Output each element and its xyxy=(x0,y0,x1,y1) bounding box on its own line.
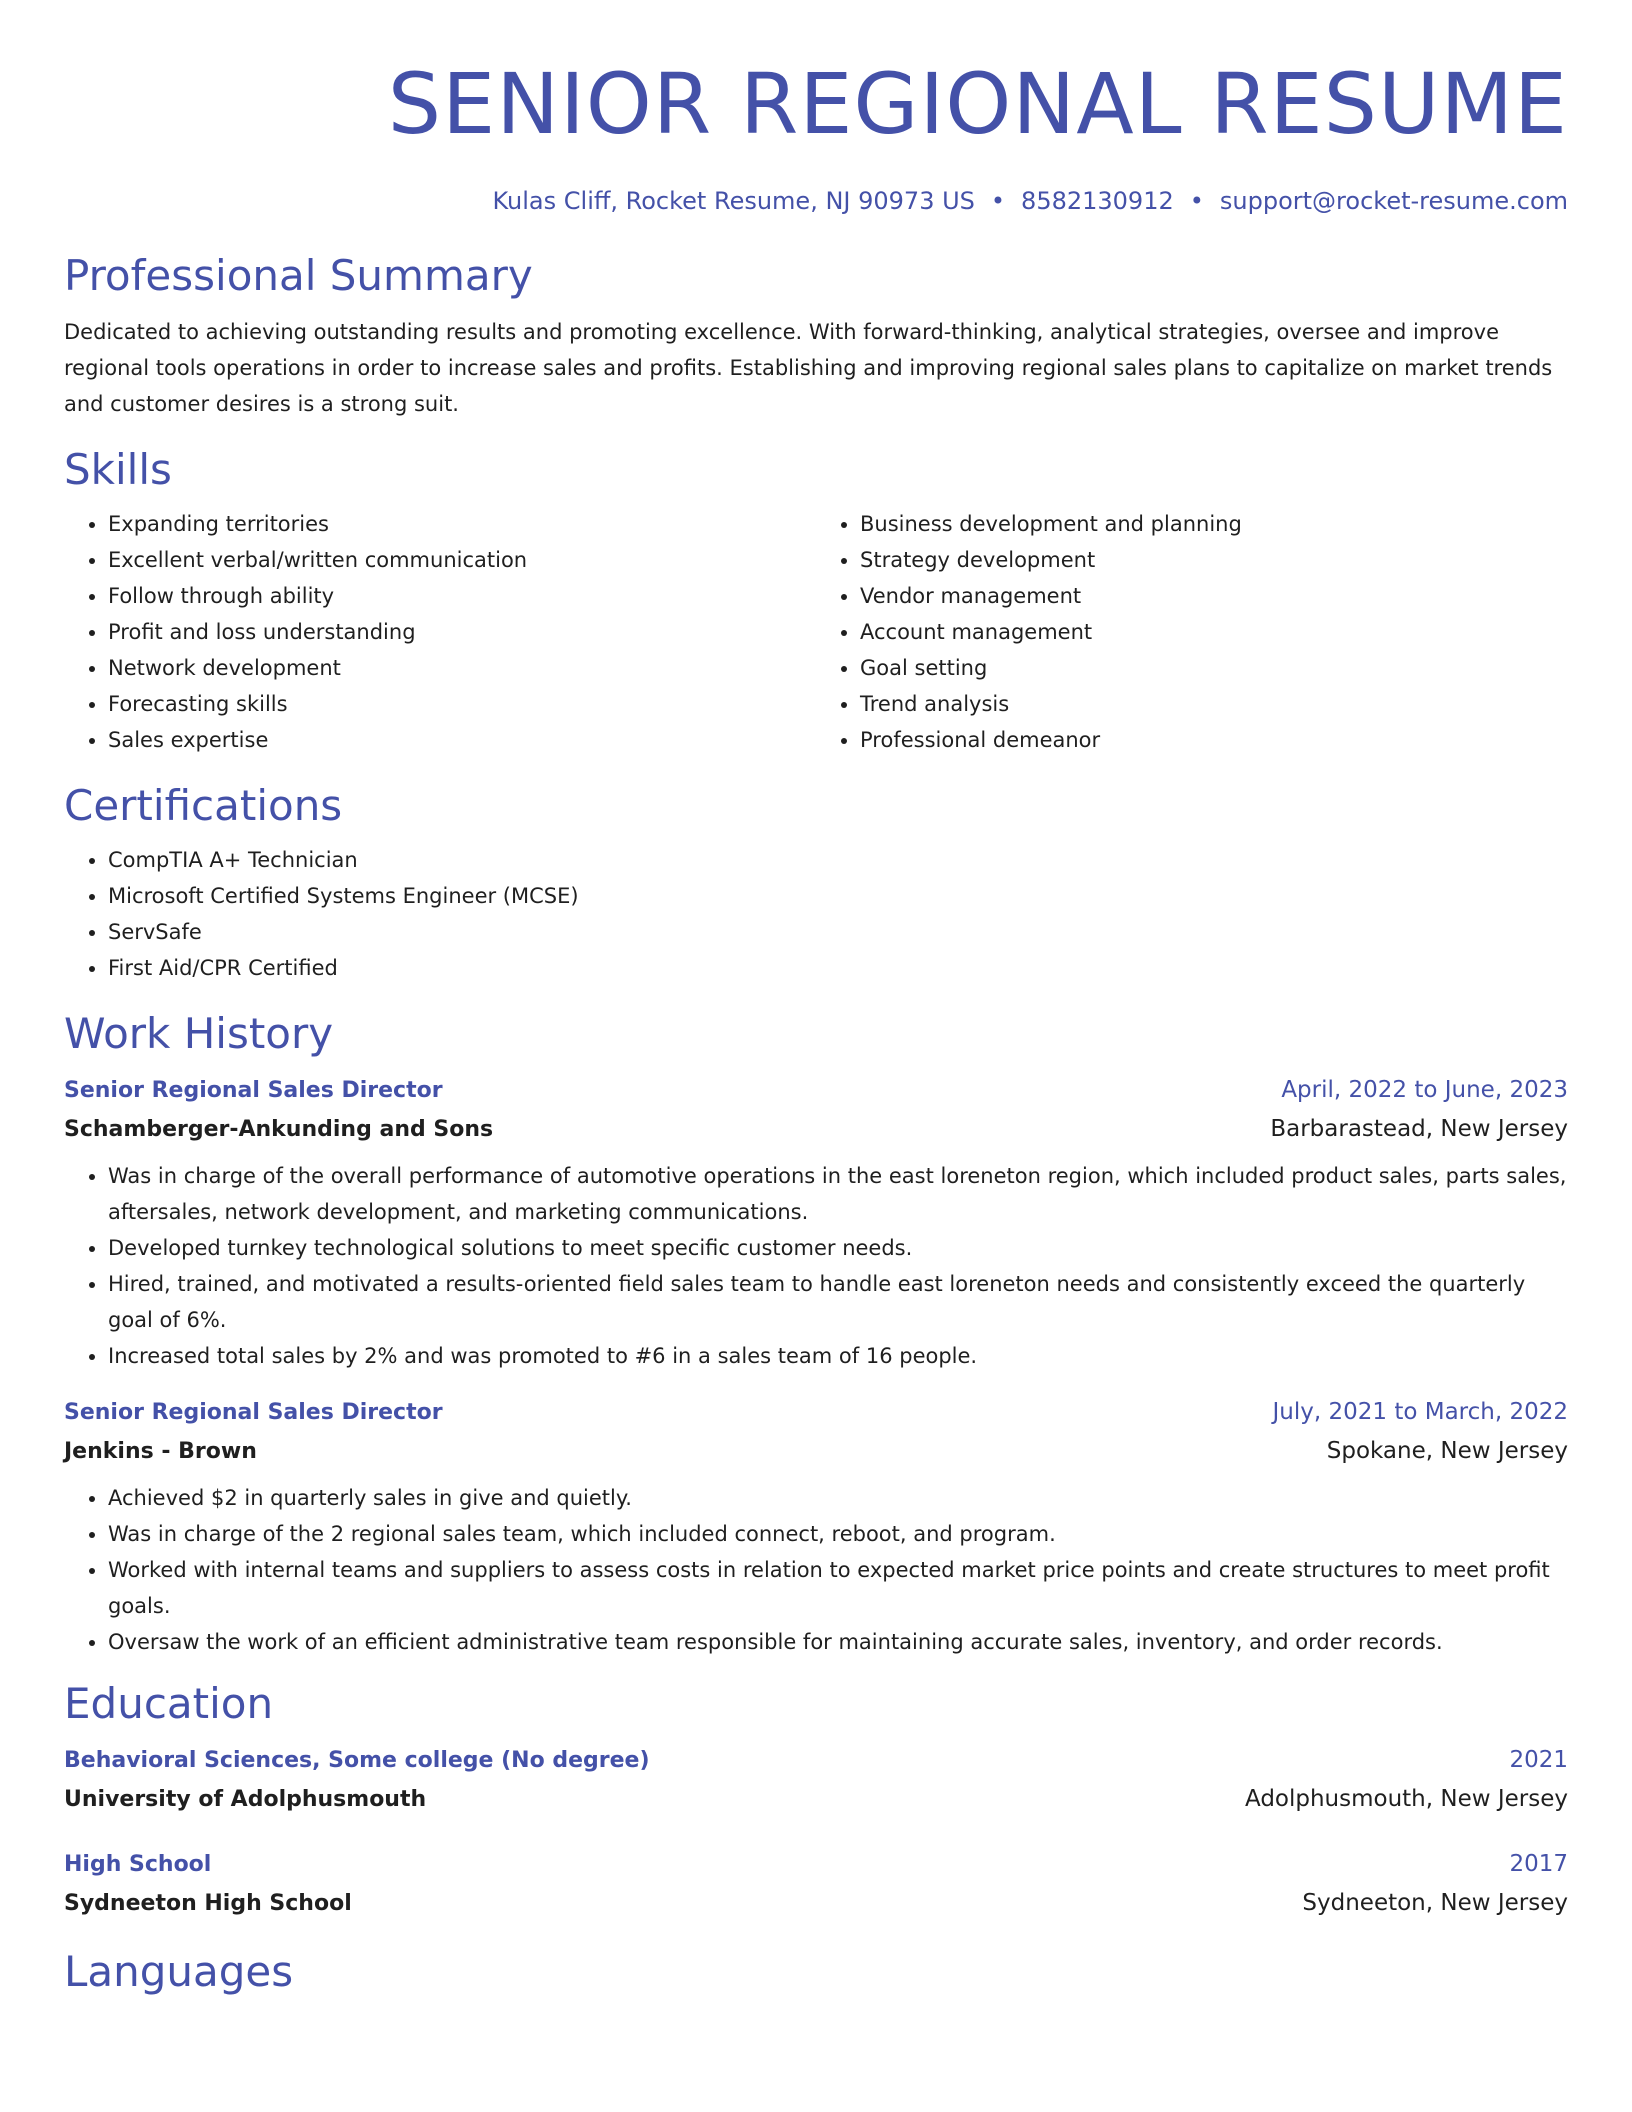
certification-item: • ServSafe xyxy=(108,914,1568,950)
education-entry xyxy=(64,1742,1568,1820)
contact-email: support@rocket-resume.com xyxy=(1219,187,1568,215)
skills-heading: Skills xyxy=(64,445,172,494)
skill-item: • Excellent verbal/written communication xyxy=(108,542,816,578)
contact-phone: 8582130912 xyxy=(1021,187,1174,215)
work-history-section xyxy=(64,1008,1568,1660)
skill-item: • Goal setting xyxy=(860,650,1568,686)
job-bullets xyxy=(64,1158,1568,1374)
education-header xyxy=(64,1846,1568,1883)
job-subheader xyxy=(64,1109,1568,1150)
contact-address: Kulas Cliff, Rocket Resume, NJ 90973 US xyxy=(492,187,975,215)
certifications-section xyxy=(64,780,1568,986)
job-dates: April, 2022 to June, 2023 xyxy=(1281,1077,1568,1103)
job-bullets xyxy=(64,1480,1568,1660)
education-location: Adolphusmouth, New Jersey xyxy=(1244,1786,1568,1812)
job-company: Schamberger-Ankunding and Sons xyxy=(64,1117,494,1142)
job-location: Spokane, New Jersey xyxy=(1326,1438,1568,1464)
certification-item: • First Aid/CPR Certified xyxy=(108,950,1568,986)
education-degree: High School xyxy=(64,1852,212,1877)
contact-line xyxy=(64,186,1568,216)
job-bullet: • Worked with internal teams and suppliers to assess costs in relation to expected market price points and create structures to meet profit goals. xyxy=(108,1552,1568,1624)
education-year: 2021 xyxy=(1509,1747,1568,1773)
summary-heading: Professional Summary xyxy=(64,251,533,300)
certification-item: • Microsoft Certified Systems Engineer (MCSE) xyxy=(108,878,1568,914)
skills-list-left xyxy=(64,506,816,758)
job-header xyxy=(64,1072,1568,1109)
resume-title: SENIOR REGIONAL RESUME xyxy=(387,55,1568,153)
skill-item: • Expanding territories xyxy=(108,506,816,542)
job-bullet: • Was in charge of the 2 regional sales team, which included connect, reboot, and program. xyxy=(108,1516,1568,1552)
job-bullet: • Increased total sales by 2% and was promoted to #6 in a sales team of 16 people. xyxy=(108,1338,1568,1374)
job-bullet: • Achieved $2 in quarterly sales in give and quietly. xyxy=(108,1480,1568,1516)
job-entry xyxy=(64,1072,1568,1374)
summary-text: Dedicated to achieving outstanding results and promoting excellence. With forward-thinking, analytical strategies, oversee and improve regional tools operations in order to increase sales and profits. Establishing and improving regional sales plans to capitalize on market trends and customer desires is a strong suit. xyxy=(64,320,1553,416)
education-header xyxy=(64,1742,1568,1779)
education-year: 2017 xyxy=(1509,1851,1568,1877)
education-location: Sydneeton, New Jersey xyxy=(1302,1890,1568,1916)
skill-item: • Sales expertise xyxy=(108,722,816,758)
resume-page xyxy=(64,0,1568,1998)
skill-item: • Account management xyxy=(860,614,1568,650)
summary-section xyxy=(64,250,1568,422)
skill-item: • Trend analysis xyxy=(860,686,1568,722)
education-entry xyxy=(64,1846,1568,1924)
education-subheader xyxy=(64,1779,1568,1820)
job-bullet: • Was in charge of the overall performance of automotive operations in the east loreneton region, which included product sales, parts sales, aftersales, network development, and marketing communications. xyxy=(108,1158,1568,1230)
languages-heading: Languages xyxy=(64,1947,294,1996)
skills-list-right xyxy=(816,506,1568,758)
contact-separator: • xyxy=(990,187,1006,215)
job-title: Senior Regional Sales Director xyxy=(64,1078,443,1103)
job-title: Senior Regional Sales Director xyxy=(64,1400,443,1425)
education-section xyxy=(64,1678,1568,1924)
education-school: Sydneeton High School xyxy=(64,1891,352,1916)
certifications-heading: Certifications xyxy=(64,781,343,830)
skill-item: • Follow through ability xyxy=(108,578,816,614)
skill-item: • Profit and loss understanding xyxy=(108,614,816,650)
education-heading: Education xyxy=(64,1679,274,1728)
education-subheader xyxy=(64,1883,1568,1924)
work-history-heading: Work History xyxy=(64,1009,334,1058)
job-company: Jenkins - Brown xyxy=(64,1439,257,1464)
skill-item: • Forecasting skills xyxy=(108,686,816,722)
job-location: Barbarastead, New Jersey xyxy=(1270,1116,1568,1142)
contact-separator: • xyxy=(1189,187,1204,215)
job-bullet: • Hired, trained, and motivated a results-oriented field sales team to handle east loreneton needs and consistently exceed the quarterly goal of 6%. xyxy=(108,1266,1568,1338)
job-header xyxy=(64,1394,1568,1431)
skills-section xyxy=(64,444,1568,758)
skill-item: • Business development and planning xyxy=(860,506,1568,542)
skill-item: • Professional demeanor xyxy=(860,722,1568,758)
job-bullet: • Oversaw the work of an efficient administrative team responsible for maintaining accurate sales, inventory, and order records. xyxy=(108,1624,1568,1660)
job-bullet: • Developed turnkey technological solutions to meet specific customer needs. xyxy=(108,1230,1568,1266)
certification-item: • CompTIA A+ Technician xyxy=(108,842,1568,878)
job-dates: July, 2021 to March, 2022 xyxy=(1272,1399,1568,1425)
skill-item: • Strategy development xyxy=(860,542,1568,578)
education-school: University of Adolphusmouth xyxy=(64,1787,427,1812)
skill-item: • Vendor management xyxy=(860,578,1568,614)
languages-section xyxy=(64,1946,1568,1998)
certifications-list xyxy=(64,842,1568,986)
job-entry xyxy=(64,1394,1568,1660)
education-degree: Behavioral Sciences, Some college (No degree) xyxy=(64,1748,650,1773)
skill-item: • Network development xyxy=(108,650,816,686)
skills-columns xyxy=(64,506,1568,758)
job-subheader xyxy=(64,1431,1568,1472)
